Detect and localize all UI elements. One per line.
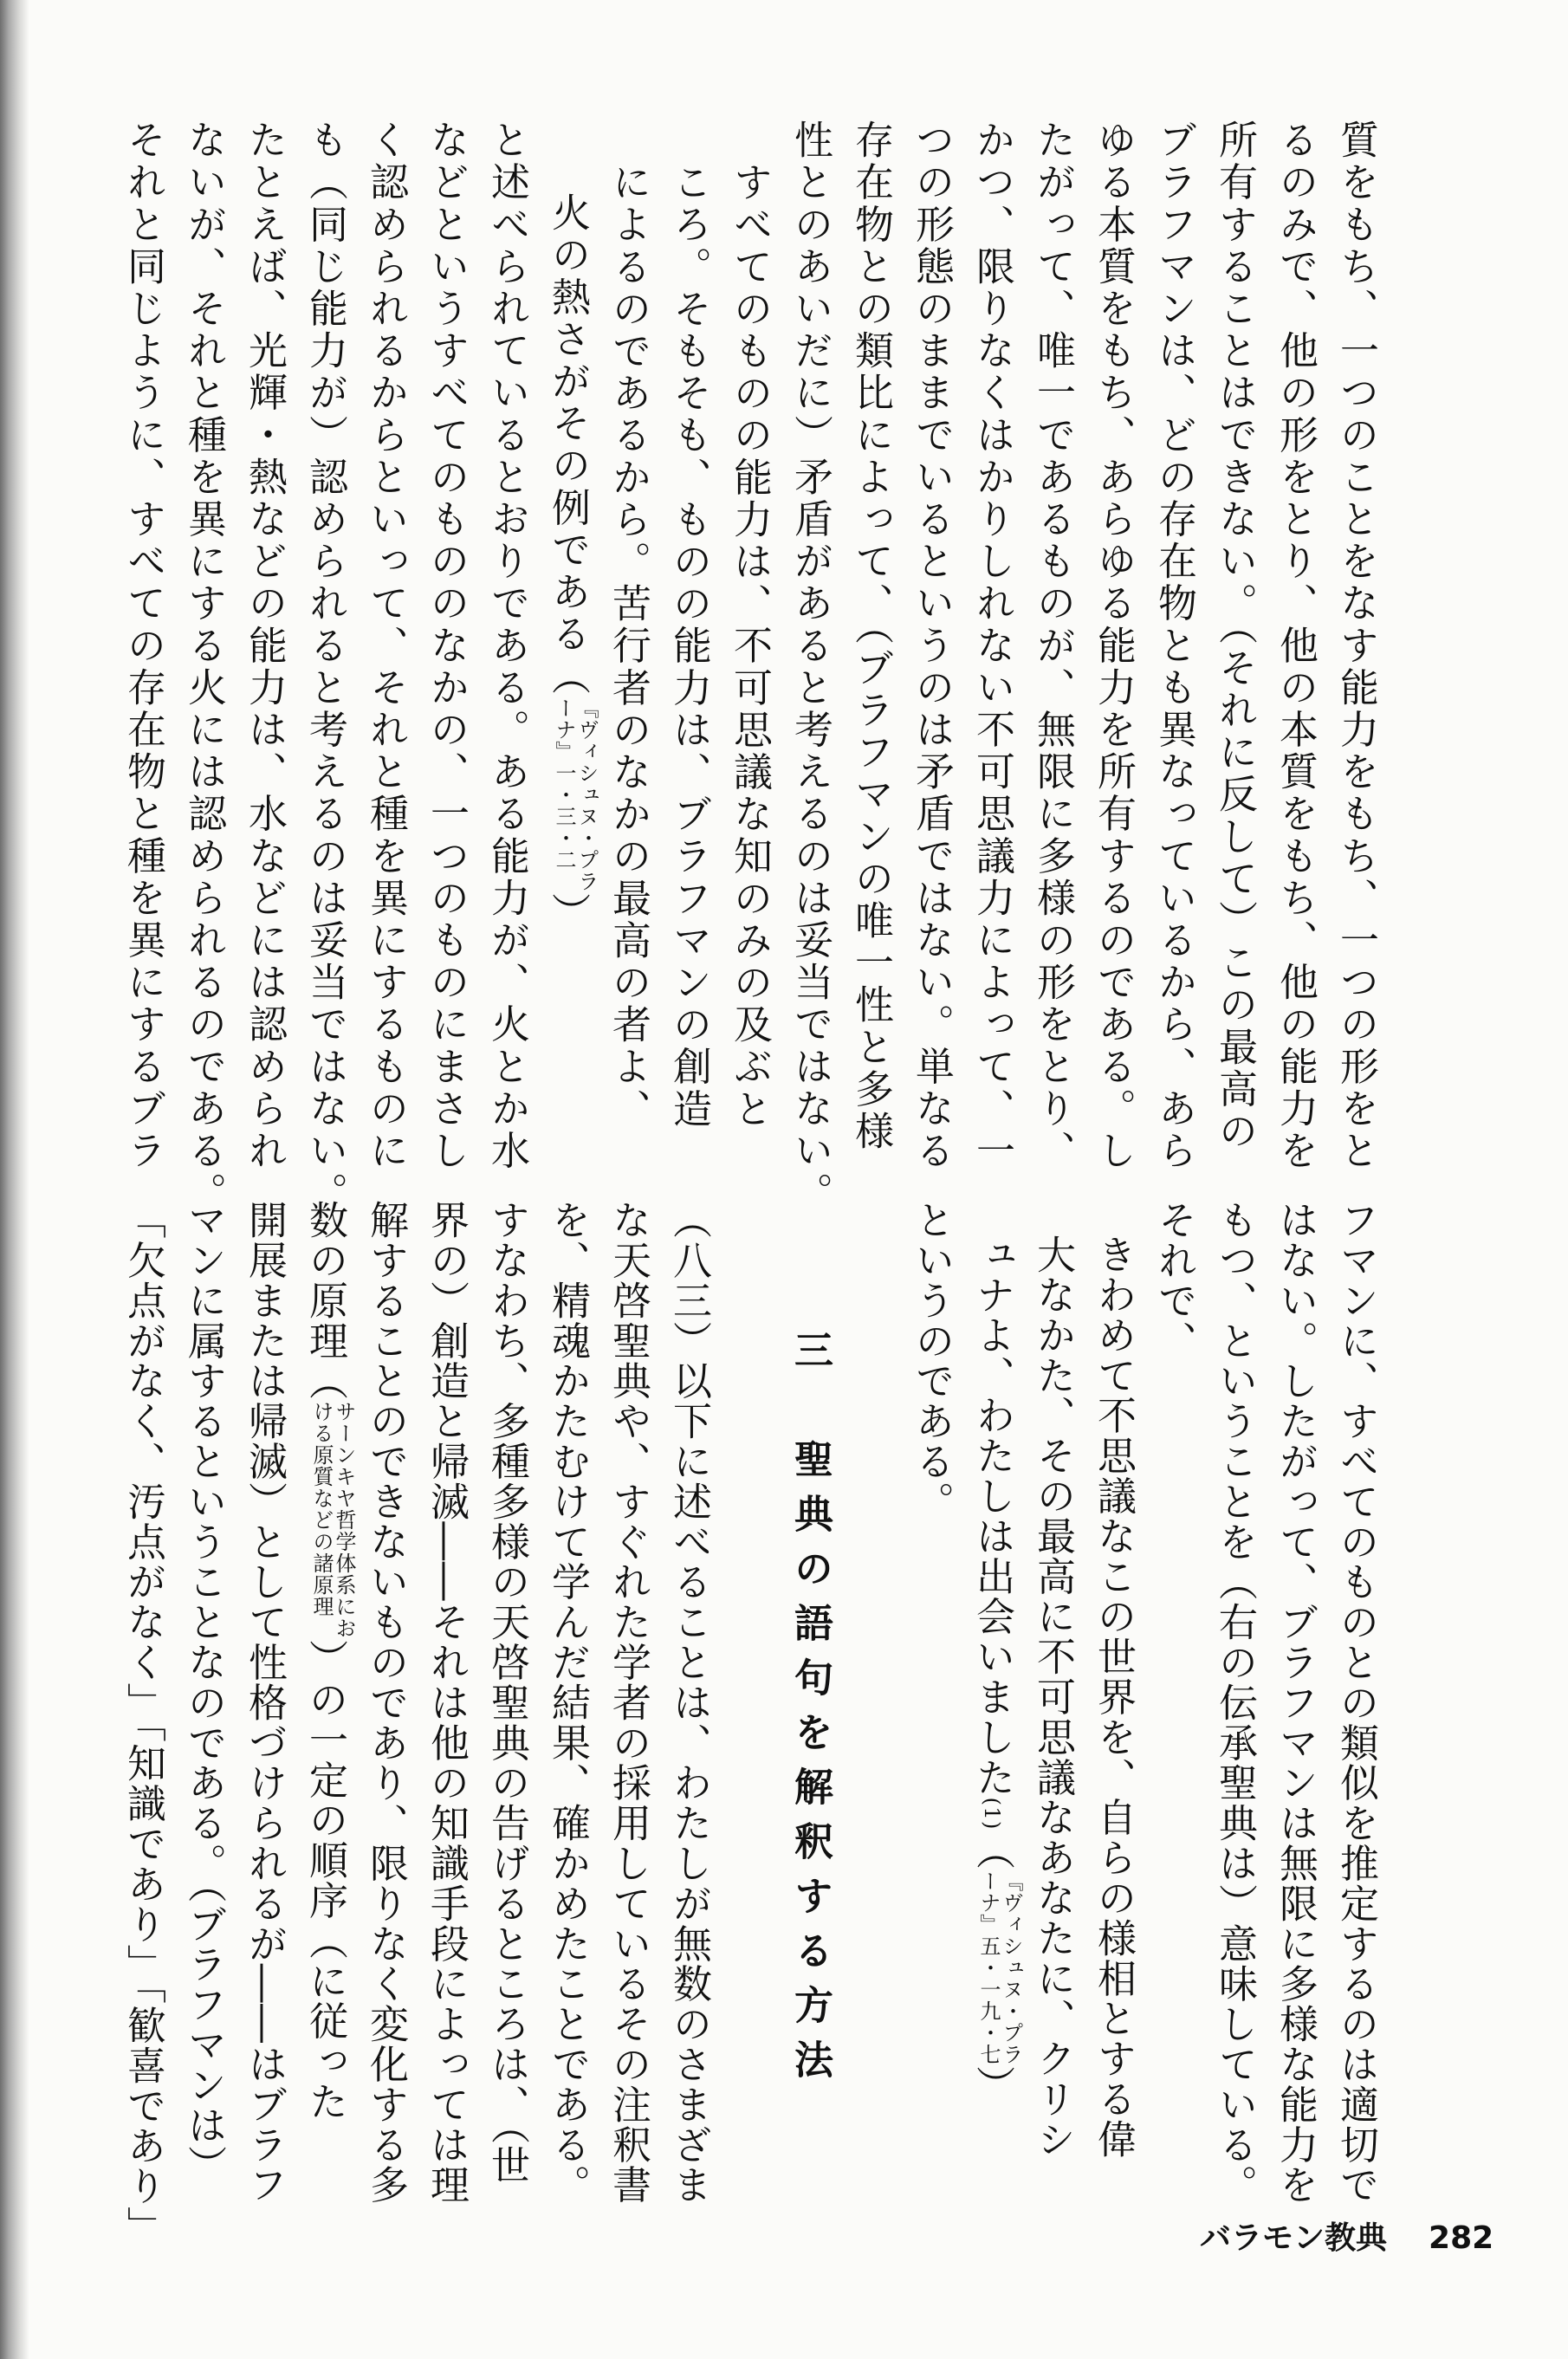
text-line bbox=[537, 1200, 598, 2205]
text-line bbox=[840, 1200, 901, 2205]
line-text-continued: の一定の順序（に従った bbox=[302, 1679, 348, 2122]
text-line bbox=[295, 120, 355, 1215]
text-line bbox=[1083, 120, 1144, 1185]
line-text: 質をもち、一つのことをなす能力をもち、一つの形をと bbox=[1333, 120, 1379, 1172]
line-text: ゆる本質をもち、あらゆる能力を所有するのである。し bbox=[1091, 120, 1137, 1172]
line-text: すべてのものの能力は、不可思議な知のみの及ぶと bbox=[727, 162, 773, 1131]
line-text: 界の）創造と帰滅――それは他の知識手段によっては理 bbox=[424, 1200, 470, 2205]
line-text: それで、 bbox=[1151, 1200, 1197, 1361]
text-line bbox=[901, 1200, 962, 2205]
line-text: く認められるからといって、それと種を異にするものに bbox=[363, 120, 409, 1172]
page-footer bbox=[1200, 2213, 1535, 2258]
line-text: 所有することはできない。（それに反して）この最高の bbox=[1212, 120, 1258, 1153]
line-text: と述べられているとおりである。ある能力が、火とか水 bbox=[484, 120, 530, 1172]
text-line bbox=[719, 120, 780, 1185]
text-line bbox=[1144, 120, 1204, 1185]
text-line bbox=[1144, 1200, 1204, 2205]
text-line bbox=[962, 1200, 1022, 2205]
line-text: などというすべてのもののなかの、一つのものにまさし bbox=[424, 120, 470, 1172]
line-text: （八三）以下に述べることは、わたしが無数のさまざま bbox=[666, 1200, 712, 2205]
line-text: きわめて不思議なこの世界を、自らの様相とする偉 bbox=[1091, 1235, 1137, 2160]
text-line bbox=[658, 1200, 719, 2205]
text-line bbox=[1265, 120, 1325, 1185]
text-line bbox=[355, 1200, 416, 2205]
footnote-marker: (1) bbox=[980, 1797, 1004, 1831]
inline-annotation bbox=[969, 1831, 1023, 2106]
line-text: るのみで、他の形をとり、他の本質をもち、他の能力を bbox=[1273, 120, 1319, 1172]
line-text: 「欠点がなく、汚点がなく」「知識であり」「歓喜であり」 bbox=[120, 1200, 166, 2246]
line-text: によるのであるから。苦行者のなかの最高の者よ、 bbox=[606, 162, 651, 1131]
line-text: ュナよ、わたしは出会いました bbox=[969, 1235, 1015, 1798]
line-text: も（同じ能力が）認められると考えるのは妥当ではない。 bbox=[302, 120, 348, 1215]
text-line bbox=[173, 1200, 234, 2205]
line-text: 性とのあいだに）矛盾があると考えるのは妥当ではない。 bbox=[787, 120, 833, 1215]
text-line bbox=[1325, 120, 1386, 1185]
line-text: マンに属するということなのである。（ブラフマンは） bbox=[181, 1200, 227, 2186]
annotation-text: 『ヴィシュヌ・プラーナ』五・一九・七 bbox=[976, 1870, 1023, 2066]
text-line bbox=[901, 120, 962, 1185]
text-line bbox=[113, 120, 173, 1185]
text-line bbox=[416, 1200, 476, 2205]
line-text: を、精魂かたむけて学んだ結果、確かめたことである。 bbox=[545, 1200, 591, 2205]
line-text: ブラフマンは、どの存在物とも異なっているから、あら bbox=[1151, 120, 1197, 1172]
line-text: それと同じように、すべての存在物と種を異にするブラ bbox=[120, 120, 166, 1172]
line-text: フマンに、すべてのものとの類似を推定するのは適切で bbox=[1333, 1200, 1379, 2205]
line-text: たがって、唯一であるものが、無限に多様の形をとり、 bbox=[1030, 120, 1076, 1172]
line-text: かつ、限りなくはかりしれない不可思議力によって、一 bbox=[969, 120, 1015, 1172]
line-text: 存在物との類比によって、（ブラフマンの唯一性と多様 bbox=[848, 120, 894, 1153]
line-text: ないが、それと種を異にする火には認められるのである。 bbox=[181, 120, 227, 1215]
text-line bbox=[113, 1200, 173, 2246]
annotation-text: サーンキヤ哲学体系における原質などの諸原理 bbox=[309, 1401, 356, 1640]
annotation-text: 『ヴィシュヌ・プラーナ』一・三・二 bbox=[552, 697, 599, 893]
line-text: 火の熱さがその例である bbox=[545, 192, 591, 656]
text-line bbox=[355, 120, 416, 1185]
text-line bbox=[1204, 1200, 1265, 2205]
line-text: つの形態のままでいるというのは矛盾ではない。単なる bbox=[909, 120, 955, 1172]
text-line bbox=[1022, 1200, 1083, 2205]
line-text: というのである。 bbox=[909, 1200, 955, 1522]
line-text: 解することのできないものであり、限りなく変化する多 bbox=[363, 1200, 409, 2205]
text-line bbox=[962, 120, 1022, 1185]
line-text: な天啓聖典や、すぐれた学者の採用しているその注釈書 bbox=[606, 1200, 651, 2205]
text-line bbox=[598, 1200, 658, 2205]
text-line bbox=[1265, 1200, 1325, 2205]
text-line bbox=[173, 120, 234, 1215]
inline-annotation bbox=[545, 656, 599, 935]
text-line bbox=[234, 1200, 295, 2205]
line-text: もつ、ということを（右の伝承聖典は）意味している。 bbox=[1212, 1200, 1258, 2205]
text-line bbox=[234, 120, 295, 1185]
text-line bbox=[416, 120, 476, 1185]
text-line bbox=[840, 120, 901, 1185]
text-line bbox=[1204, 120, 1265, 1185]
scan-edge-shadow bbox=[0, 0, 29, 2359]
inline-annotation bbox=[302, 1361, 356, 1680]
text-line bbox=[598, 120, 658, 1185]
text-line bbox=[1022, 120, 1083, 1185]
text-line bbox=[780, 120, 840, 1215]
line-text: 数の原理 bbox=[302, 1200, 348, 1361]
line-text: 開展または帰滅）として性格づけられるが――はブラフ bbox=[242, 1200, 288, 2205]
text-line bbox=[476, 1200, 537, 2205]
text-line bbox=[537, 120, 598, 1185]
line-text: たとえば、光輝・熱などの能力は、水などには認められ bbox=[242, 120, 288, 1172]
text-line bbox=[658, 120, 719, 1185]
text-line bbox=[476, 120, 537, 1185]
text-line bbox=[1083, 1200, 1144, 2205]
line-text: はない。したがって、ブラフマンは無限に多様な能力を bbox=[1273, 1200, 1319, 2205]
upper-text-block bbox=[113, 120, 1386, 1215]
running-title: バラモン教典 bbox=[1200, 2220, 1388, 2256]
text-line bbox=[1325, 1200, 1386, 2205]
text-line bbox=[719, 1200, 780, 2205]
line-text: 大なかた、その最高に不可思議なあなたに、クリシ bbox=[1030, 1235, 1076, 2160]
section-heading bbox=[780, 1200, 840, 2205]
text-line bbox=[295, 1200, 355, 2205]
line-text: すなわち、多種多様の天啓聖典の告げるところは、（世 bbox=[484, 1200, 530, 2186]
page-number: 282 bbox=[1429, 2220, 1494, 2256]
line-text: ころ。そもそも、ものの能力は、ブラフマンの創造 bbox=[666, 162, 712, 1131]
line-text: 三 聖典の語句を解釈する方法 bbox=[787, 1330, 833, 2094]
